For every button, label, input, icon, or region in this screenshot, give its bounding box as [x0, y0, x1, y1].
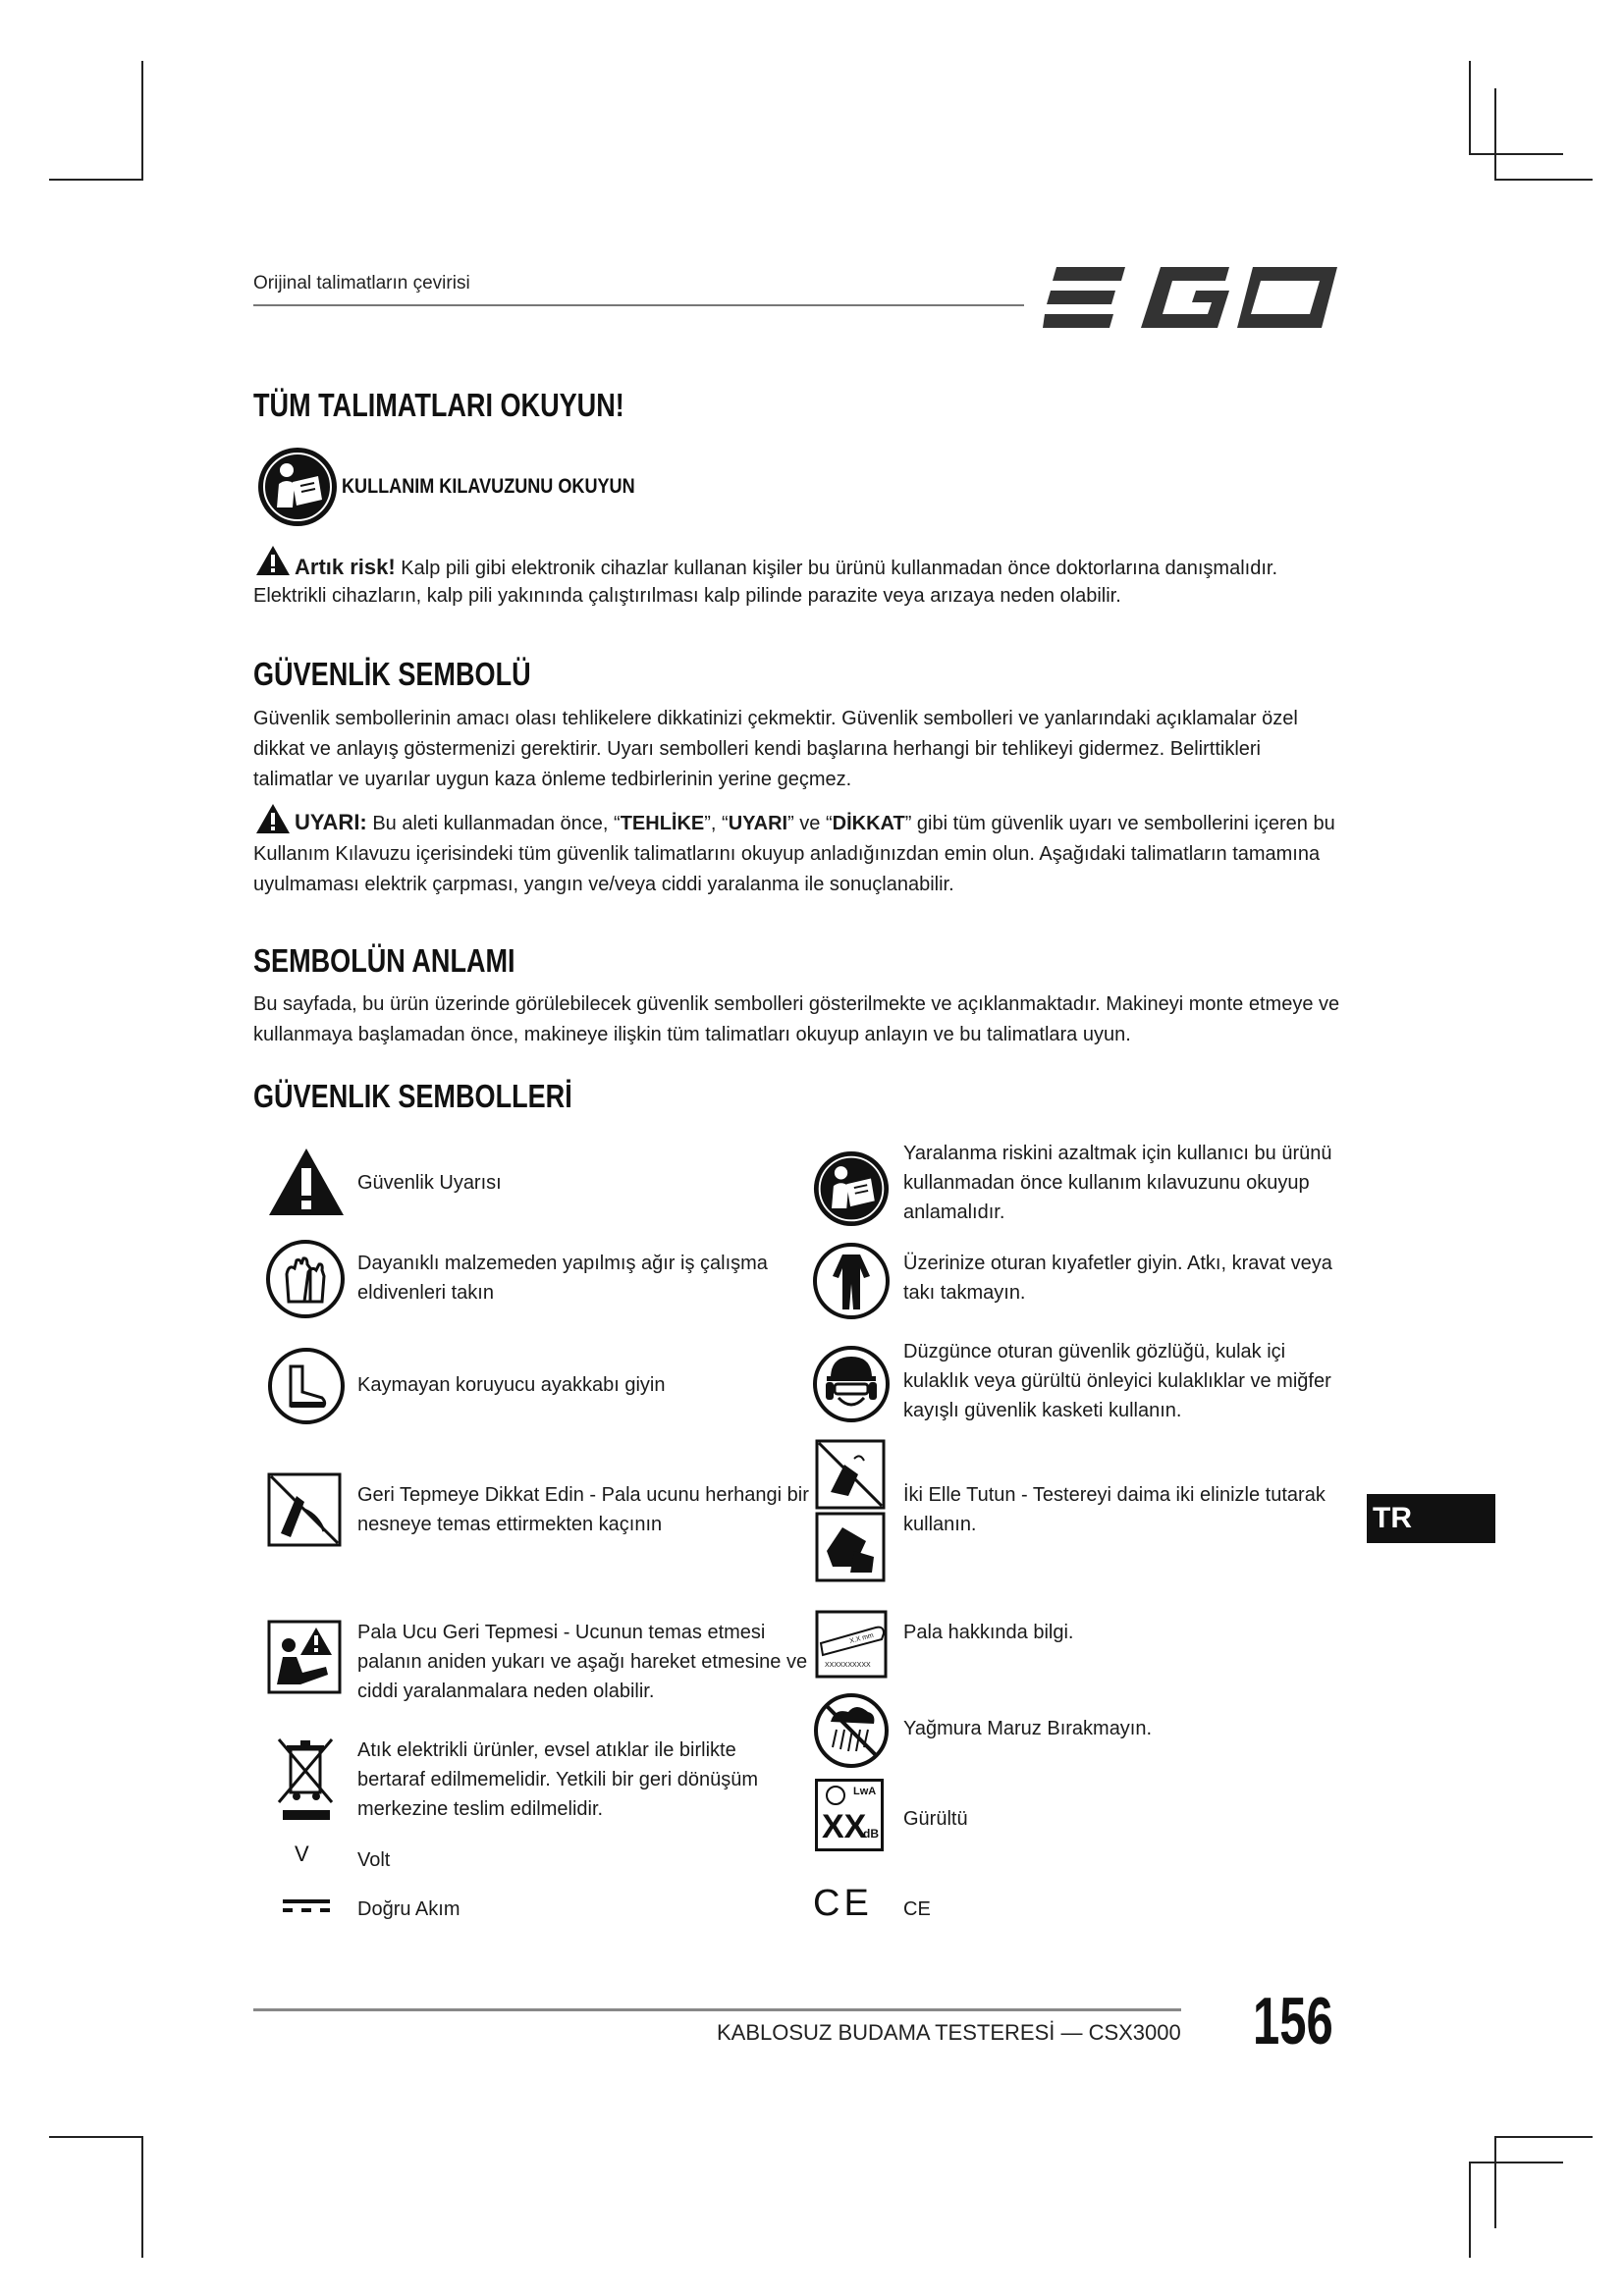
safety-alert-icon [267, 1147, 346, 1217]
symbol-label: Yaralanma riskini azaltmak için kullanıcı bu ürünü kullanmadan önce kullanım kılavuzunu okuyup anlamalıdır. [903, 1143, 1332, 1223]
term-caution: DİKKAT [832, 813, 905, 834]
weee-bin-icon [275, 1735, 336, 1824]
eye-ear-head-protection-icon [813, 1345, 890, 1423]
warning-icon [255, 545, 291, 576]
noise-value: XX [822, 1808, 867, 1845]
crop-mark [141, 2136, 143, 2258]
ego-logo [1043, 261, 1347, 342]
noise-level-icon [815, 1779, 884, 1851]
warning-paragraph [253, 807, 1343, 900]
risk-line-2: Elektrikli cihazların, kalp pili yakınında çalıştırılması kalp pilinde parazite veya arızaya neden olabilir. [253, 585, 1121, 607]
crop-mark [1469, 61, 1471, 155]
crop-mark [1494, 2136, 1593, 2138]
section-title-safety-symbol: GÜVENLİK SEMBOLÜ [253, 656, 531, 692]
volt-symbol: V [295, 1842, 309, 1866]
crop-mark [1469, 153, 1563, 155]
crop-mark [141, 61, 143, 181]
bar-code-text: XXXXXXXXXX [825, 1662, 871, 1669]
read-manual-label: KULLANIM KILAVUZUNU OKUYUN [342, 475, 635, 498]
footer-rule [253, 2008, 1181, 2011]
warning-text: ” gibi tüm güvenlik uyarı ve sembollerini içeren bu Kullanım Kılavuzu içerisindeki tüm güvenlik talimatlarını okuyup anladığınızdan emin olun. Aşağıdaki talimatların tamamına uyulmaması elektrik çarpması, yangın ve/veya ciddi yaralanma ile sonuçlanabilir. [253, 813, 1335, 895]
header-subtitle: Orijinal talimatların çevirisi [253, 273, 470, 294]
sound-icon [826, 1786, 845, 1805]
crop-mark [1494, 2136, 1496, 2228]
two-hands-icon [815, 1512, 886, 1582]
crop-mark [1494, 179, 1593, 181]
symbol-label: Kaymayan koruyucu ayakkabı giyin [357, 1374, 666, 1396]
symbol-label: Dayanıklı malzemeden yapılmış ağır iş çalışma eldivenleri takın [357, 1253, 768, 1304]
bar-size-text: X.X mm [848, 1631, 875, 1645]
no-rain-icon [813, 1692, 890, 1769]
language-tab: TR [1367, 1494, 1495, 1543]
crop-mark [49, 2136, 143, 2138]
risk-text: Kalp pili gibi elektronik cihazlar kullanan kişiler bu ürünü kullanmadan önce doktorlarına danışmalıdır. [401, 558, 1277, 579]
warning-text: Bu aleti kullanmadan önce, “ [372, 813, 621, 834]
section-title-read-instructions: TÜM TALIMATLARI OKUYUN! [253, 387, 624, 423]
term-danger: TEHLİKE [620, 813, 705, 834]
symbol-label: Üzerinize oturan kıyafetler giyin. Atkı, kravat veya takı takmayın. [903, 1253, 1332, 1304]
one-hand-prohibited-icon [815, 1439, 886, 1510]
section-title-symbol-meaning: SEMBOLÜN ANLAMI [253, 942, 515, 979]
safety-boots-icon [267, 1347, 346, 1425]
crop-mark [1494, 88, 1496, 181]
risk-line-1 [295, 552, 1345, 584]
ce-mark: CE [813, 1883, 873, 1924]
risk-bold: Artık risk! [295, 555, 396, 579]
symbol-label: Güvenlik Uyarısı [357, 1172, 502, 1194]
warning-text: ” ve “ [787, 813, 833, 834]
tip-kickback-icon [267, 1620, 342, 1694]
crop-mark [49, 179, 143, 181]
footer-title: KABLOSUZ BUDAMA TESTERESİ — CSX3000 [717, 2020, 1181, 2045]
symbol-label: Gürültü [903, 1808, 968, 1830]
symbol-label: İki Elle Tutun - Testereyi daima iki elinizle tutarak kullanın. [903, 1484, 1326, 1535]
noise-lwa: LwA [853, 1786, 877, 1797]
header-rule [253, 304, 1024, 306]
warning-text: ”, “ [704, 813, 729, 834]
symbol-label: Atık elektrikli ürünler, evsel atıklar ile birlikte bertaraf edilmemelidir. Yetkili bir geri dönüşüm merkezine teslim edilmelidir. [357, 1739, 758, 1820]
warning-bold: UYARI: [295, 810, 367, 834]
safety-symbol-paragraph: Güvenlik sembollerinin amacı olası tehlikelere dikkatinizi çekmektir. Güvenlik sembolleri ve yanlarındaki açıklamalar özel dikkat ve anlayış göstermenizi gerektirir. Uyarı sembolleri kendi başlarına herhangi bir tehlikeyi gidermez. Belirttikleri talimatlar ve uyarılar uygun kaza önleme tedbirlerinin yerine geçmez. [253, 708, 1298, 790]
symbol-label: Pala hakkında bilgi. [903, 1622, 1074, 1643]
protective-clothing-icon [813, 1241, 890, 1321]
crop-mark [1469, 2162, 1471, 2258]
symbol-label: Geri Tepmeye Dikkat Edin - Pala ucunu herhangi bir nesneye temas ettirmekten kaçının [357, 1484, 809, 1535]
crop-mark [1469, 2162, 1563, 2163]
symbol-label: Doğru Akım [357, 1898, 460, 1920]
symbol-label: Düzgünce oturan güvenlik gözlüğü, kulak içi kulaklık veya gürültü önleyici kulaklıklar ve miğfer kayışlı güvenlik kasketi kullanın. [903, 1341, 1331, 1421]
direct-current-icon [283, 1898, 330, 1914]
kickback-warning-icon [267, 1472, 342, 1547]
page-number: 156 [1253, 1984, 1333, 2058]
symbol-meaning-paragraph: Bu sayfada, bu ürün üzerinde görülebilecek güvenlik sembolleri gösterilmekte ve açıklanmaktadır. Makineyi monte etmeye ve kullanmaya başlamadan önce, makineye ilişkin tüm talimatları okuyup anlayın ve bu talimatlara uyun. [253, 993, 1340, 1045]
symbol-label: Pala Ucu Geri Tepmesi - Ucunun temas etmesi palanın aniden yukarı ve aşağı hareket etmesine ve ciddi yaralanmalara neden olabilir. [357, 1622, 808, 1702]
noise-unit: dB [863, 1827, 879, 1841]
term-warning: UYARI [728, 813, 788, 834]
section-title-safety-symbols: GÜVENLIK SEMBOLLERİ [253, 1078, 572, 1114]
bar-info-icon [815, 1610, 888, 1679]
read-manual-icon [257, 447, 338, 527]
symbol-label: Volt [357, 1849, 391, 1871]
read-manual-icon [813, 1150, 890, 1227]
symbol-label: CE [903, 1898, 931, 1920]
gloves-icon [265, 1239, 346, 1319]
symbol-label: Yağmura Maruz Bırakmayın. [903, 1718, 1153, 1739]
